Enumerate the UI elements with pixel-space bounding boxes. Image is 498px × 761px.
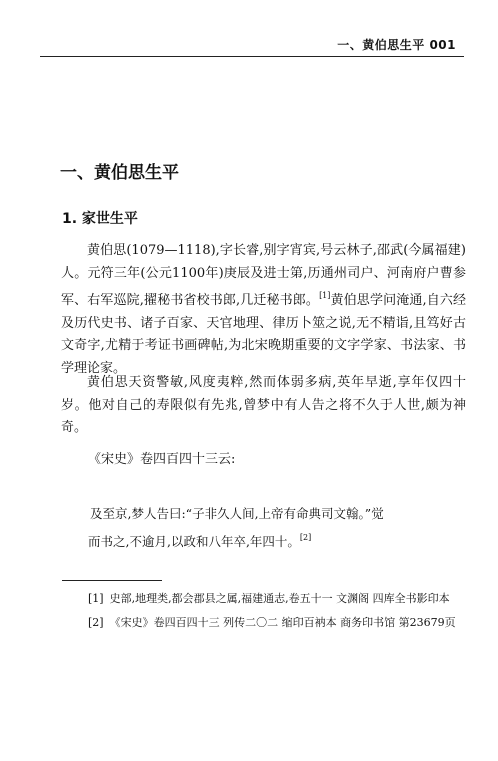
- footnote-mark: [1]: [88, 592, 104, 605]
- quote-block: [88, 502, 466, 554]
- paragraph-health: 黄伯思天资警敏,风度夷粹,然而体弱多病,英年早逝,享年仅四十岁。他对自己的寿限似有先兆,曾梦中有人告之将不久于人世,颇为神奇。: [61, 375, 466, 436]
- footnote-mark: [2]: [88, 616, 104, 629]
- footnote-text: 史部,地理类,都会郡县之属,福建通志,卷五十一 文渊阁 四库全书影印本: [109, 592, 450, 605]
- footnote-2: [62, 614, 466, 632]
- chapter-title: 一、黄伯思生平: [60, 163, 179, 183]
- footnote-1: [62, 590, 466, 608]
- paragraph-biography-tail: 黄伯思学问淹通,自六经及历代史书、诸子百家、天官地理、律历卜筮之说,无不精诣,且笃好古文奇字,尤精于考证书画碑帖,为北宋晚期重要的文字学家、书法家、书学理论家。: [61, 293, 466, 376]
- header-rule: [40, 56, 464, 57]
- footnote-ref-1: [1]: [319, 291, 331, 301]
- footnote-rule: [62, 580, 162, 581]
- footnotes: [62, 590, 466, 638]
- paragraph-biography: [61, 240, 466, 381]
- running-head: 一、黄伯思生平 001: [337, 38, 456, 52]
- footnote-text: 《宋史》卷四百四十三 列传二〇二 缩印百衲本 商务印书馆 第23679页: [109, 616, 456, 629]
- paragraph-quote-intro: 《宋史》卷四百四十三云:: [88, 452, 236, 467]
- quote-line-2-text: 而书之,不逾月,以政和八年卒,年四十。: [88, 534, 300, 549]
- quote-line-1: 及至京,梦人告曰:“子非久人间,上帝有命典司文翰。”觉: [90, 506, 384, 521]
- quote-line-2: [88, 526, 466, 554]
- footnote-ref-2: [2]: [299, 533, 312, 542]
- section-title: 1. 家世生平: [62, 211, 138, 227]
- paragraph-biography-text: 黄伯思(1079—1118),字长睿,别字宵宾,号云林子,邵武(今属福建)人。元符三年(公元1100年)庚辰及进士第,历通州司户、河南府户曹参军、右军巡院,擢秘书省校书郎,几迁秘书郎。: [61, 243, 466, 309]
